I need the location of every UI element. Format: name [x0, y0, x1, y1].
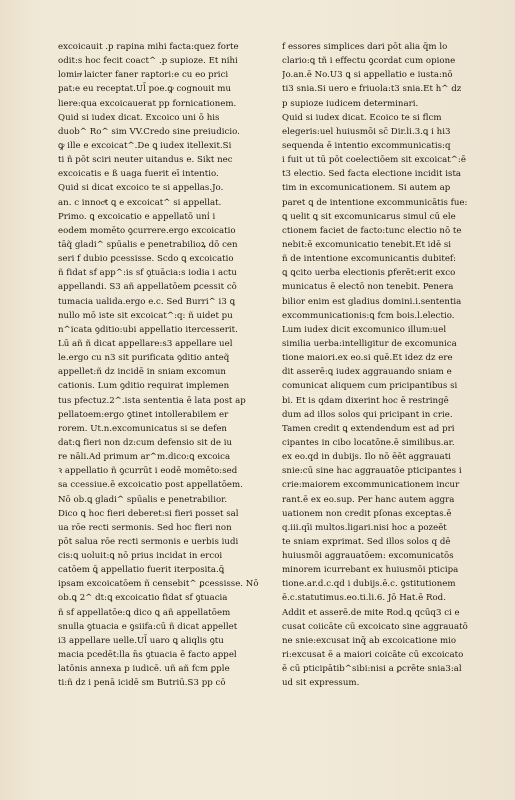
text-line: comunicat aliquem cum pricipantibus si: [282, 381, 458, 392]
text-line: tus pfectuz.2^.ista sententia ē lata post ap: [58, 395, 246, 406]
text-line: re nāli.Ad primum ar^m.dico:ꝗ excoica: [58, 452, 231, 463]
text-line: ri:excusat ē a maiori coicāte cū excoicato: [282, 650, 464, 661]
text-line: cationis. Lum ꝯditio requirat implemen: [58, 381, 230, 392]
text-line: bi. Et is qdam dixerint hoc ē restringē: [282, 395, 449, 406]
text-line: cusat coiicāte cū excoicato sine aggrauatō: [282, 621, 468, 632]
text-line: odit:s hoc fecit coact^ .p supioze. Et nihi: [58, 56, 238, 67]
text-line: n^icata ꝯditio:ubi appellatio itercesserit.: [58, 324, 238, 335]
text-line: Primo. ꝗ excoicatio e appellatō uni̾ i: [58, 211, 216, 222]
text-line: p supioze iudicem determinari.: [282, 98, 419, 109]
text-line: crie:maiorem excommunicationem incur: [282, 480, 460, 491]
text-line: ne snie:excusat inq̄ ab excoicatione mio: [282, 635, 457, 646]
text-line: ti ñ pōt sciri neuter uitandus e. Sikt nec: [58, 155, 233, 166]
text-line: Nō ob.ꝗ gladi^ spūalis e penetrabilior.: [58, 494, 228, 505]
text-line: excoicatis e ß uaga fuerit eī intentio.: [58, 169, 219, 180]
text-line: ē.c.statutimus.eo.ti.li.6. Jō Hat.ē Rod.: [282, 593, 446, 604]
text-line: i fuit ut tū pōt coelectiōem sit excoicat^:ē: [282, 155, 466, 166]
text-line: Dico ꝗ hoc fieri deberet:si fieri posset sal: [58, 508, 239, 519]
text-line: ꝗ uelit ꝗ sit excomunicarus simul cū ele: [282, 211, 456, 222]
text-line: tione.ar.d.c.qd i dubijs.ē.c. ꝯstitutionem: [282, 579, 456, 590]
text-line: dum ad illos solos qui pricipant in crie.: [282, 409, 453, 420]
text-line: te sniam exprimat. Sed illos solos q dē: [282, 536, 451, 547]
text-line: minorem icurrebant ex huiusmōi pticipa: [282, 565, 459, 576]
text-line: ꝛ appellatio ñ ꝯcurrūt i eodē momēto:sed: [58, 466, 238, 477]
text-line: Addit et asserē.de mite Rod.ꝗ qcūq3 ci e: [282, 607, 460, 618]
text-line: i3 appellare uelle.Ul̄ uaro ꝗ aliqlis ꝯtu: [58, 635, 224, 646]
text-line: ꝗ ꝗcito uerba electionis ꝑferēt:erit exco: [282, 268, 456, 279]
text-line: Lum iudex dicit excomunico illum:uel: [282, 324, 447, 335]
text-line: snulla ꝯtuacia e ꝯsiifa:cū ñ dicat appellet: [58, 621, 238, 632]
text-line: lominͣ laicter faner raptori:e cu eo prici: [58, 70, 229, 81]
text-line: cipantes in cibo locatōne.ē similibus.ar.: [282, 437, 455, 448]
text-line: Quid si iudex dicat. Excoico uni ō his: [58, 112, 220, 123]
text-line: excommunicationis:ꝗ fcm bois.l.electio.: [282, 310, 455, 321]
text-line: sa ccessiue.ē excoicatio post appellatōem.: [58, 480, 243, 491]
text-line: ex eo.qd in dubijs. Ilo nō ēēt aggrauati: [282, 452, 451, 463]
text-line: macia pcedēt:lla n̄s ꝯtuacia ē facto appel: [58, 650, 237, 661]
text-line: nullo mō iste sit excoicat^:q: ñ uidet pu: [58, 310, 233, 321]
text-line: Lū añ ñ dicat appellare:s3 appellare uel: [58, 338, 233, 349]
text-line: nebit:ē excomunicatio tenebit.Et idē si: [282, 239, 452, 250]
text-line: cis:ꝗ uoluit:ꝗ nō prius incidat in ercoi: [58, 551, 223, 562]
text-line: ti:ñ dz i penā icidē sm Butriū.S3 pp cō: [58, 678, 226, 689]
text-line: eodem momēto ꝯcurrere.ergo excoicatio: [58, 225, 236, 236]
text-line: appellandi. S3 añ appellatōem ꝑcessit cō: [58, 282, 237, 293]
text-line: Jo.an.ē No.U3 ꝗ si appellatio e iusta:nō: [282, 70, 453, 81]
text-line: excoicauit .p rapina mihi facta:quez forte: [58, 42, 239, 52]
text-line: pōt salua rōe recti sermonis e uerbis iudi: [58, 536, 239, 547]
text-line: tumacia ualida.ergo e.c. Sed Burri^ i3 ꝗ: [58, 296, 236, 307]
text-line: uationem non credit pſonas exceptas.ē: [282, 508, 452, 519]
left-column: [58, 40, 276, 690]
right-column: [282, 40, 494, 690]
text-line: ud sit expressum.: [282, 678, 360, 689]
text-line: rant.ē ex eo.sup. Per hanc autem aggra: [282, 494, 455, 505]
text-line: duob^ Ro^ sim VV.Credo sine preiudicio.: [58, 126, 240, 137]
text-line: latōnis annexa p iudicē. uñ añ fcm ꝑple: [58, 664, 230, 675]
text-line: pellatoem:ergo ꝯtinet intollerabilem er: [58, 409, 229, 420]
text-line: catōem ꝗ̄ appellatio fuerit iterposita.ꝗ̄: [58, 565, 225, 576]
text-line: ñ sf appellatōe:ꝗ dico ꝗ añ appellatōem: [58, 607, 231, 618]
text-line: dit asserē:ꝗ iudex aggrauando sniam e: [282, 367, 452, 378]
text-line: q.iii.qīi multos.ligari.nisi hoc a pozeēt: [282, 522, 447, 533]
text-line: pat:e eu receptat.Ul̄ poe.ꝙ cognouit mu: [58, 84, 232, 95]
text-line: tim in excomunicationem. Si autem ap: [282, 183, 451, 194]
text-line: ē cū pticipātib^sibi:nisi a ꝑcrēte snia3:al: [282, 664, 462, 675]
text-line: liere:qua excoicauerat pp fornicationem.: [58, 98, 237, 109]
text-line: huiusmōi aggrauatōem: excomunicatōs: [282, 551, 454, 562]
text-line: ipsam excoicatōem ñ censebit^ ꝑcessisse. Nō: [58, 579, 259, 590]
text-line: snie:cū sine hac aggrauatōe pticipantes i: [282, 466, 462, 477]
text-line: tione maiori.ex eo.si quē.Et idez dz ere: [282, 353, 453, 364]
text-line: tāq̃ gladi^ spūalis e penetrabilioꝝ dō cen: [58, 239, 238, 250]
text-line: bilior enim est gladius domini.i.sententia: [282, 296, 462, 307]
text-line: seri f dubio ꝑcessisse. Scdo ꝗ excoicatio: [58, 254, 234, 265]
text-line: ꝙ ille e excoicat^.De ꝗ iudex itellexit.Si: [58, 140, 232, 151]
text-line: ti3 snia.Si uero e friuola:t3 snia.Et h^ dz: [282, 84, 462, 95]
text-line: rorem. Ut.n.excomunicatus si se defen: [58, 423, 227, 434]
text-line: ob.ꝗ 2^ dt:ꝗ excoicatio fidat sf ꝯtuacia: [58, 593, 228, 604]
text-line: sequenda ē intentio excommunicatis:q: [282, 140, 451, 151]
text-line: ctionem faciet de facto:tunc electio nō te: [282, 225, 462, 236]
text-line: f essores simplices dari pōt alia q̄m lo: [282, 42, 448, 52]
text-line: ua rōe recti sermonis. Sed hoc fieri non: [58, 522, 232, 533]
text-line: Tamen credit ꝗ extendendum est ad pri: [282, 423, 455, 434]
text-line: le.ergo cu n3 sit purificata ꝯditio anteq̃: [58, 353, 230, 364]
text-line: municatus ē electō non tenebit. Penera: [282, 282, 454, 293]
text-line: dat:ꝗ fieri non dz:cum defensio sit de iu: [58, 437, 233, 448]
text-line: an. c innocͣt ꝗ e excoicat^ si appellat.: [58, 197, 222, 208]
text-line: elegeris:uel huiusmōi sc̄ Dir.li.3.ꝗ i hi3: [282, 126, 451, 137]
text-line: Quid si iudex dicat. Ecoico te si flcm: [282, 112, 442, 123]
text-line: appellet:ñ dz incidē in sniam excomun: [58, 367, 226, 378]
text-line: Quid si dicat excoico te si appellas.Jo.: [58, 183, 224, 194]
text-line: paret ꝗ de intentione excommunicātis fue:: [282, 197, 468, 208]
text-line: ñ de intentione excomunicantis dubitef:: [282, 254, 457, 265]
text-line: t3 electio. Sed facta electione incidit ista: [282, 169, 462, 180]
text-line: clario:ꝗ tñ i effectu ꝯcordat cum opione: [282, 56, 456, 67]
text-line: ñ fidat sf app^:is sf ꝯtuācia:s iodia i actu: [58, 268, 237, 279]
text-line: similia uerba:intelligitur de excomunica: [282, 338, 457, 349]
